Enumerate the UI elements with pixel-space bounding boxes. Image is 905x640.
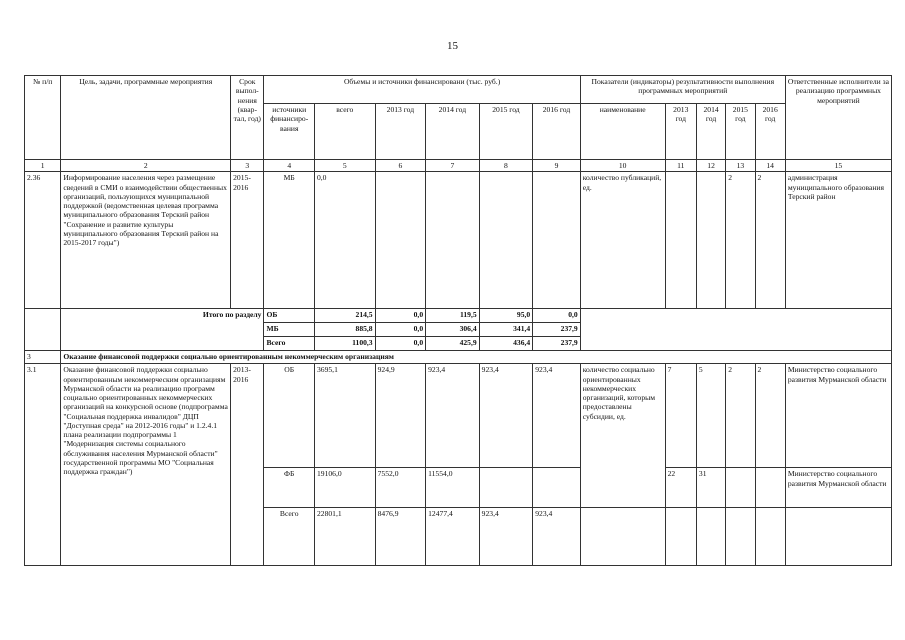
header-term: Срок выпол-нения (квар-тал, год)	[231, 76, 264, 160]
header-sources: источники финансиро-вания	[264, 104, 315, 160]
row-ind-2016	[755, 508, 785, 566]
row-source: ФБ	[264, 468, 315, 508]
section-number: 3	[25, 351, 61, 364]
total-2016: 0,0	[533, 309, 581, 323]
total-2016: 237,9	[533, 323, 581, 337]
total-source: ОБ	[264, 309, 315, 323]
row-ind-2013: 22	[665, 468, 696, 508]
total-2014: 425,9	[426, 337, 480, 351]
row-ind-2016	[755, 468, 785, 508]
table-row	[25, 364, 892, 468]
row-total: 3695,1	[314, 364, 375, 468]
column-number: 6	[375, 160, 426, 172]
row-total: 19106,0	[314, 468, 375, 508]
row-ind-2015	[726, 468, 755, 508]
total-source: МБ	[264, 323, 315, 337]
total-2014: 306,4	[426, 323, 480, 337]
program-table	[24, 75, 892, 566]
column-number: 9	[533, 160, 581, 172]
row-ind-2016: 2	[755, 172, 785, 309]
row-2016: 923,4	[533, 364, 581, 468]
row-2014: 12477,4	[426, 508, 480, 566]
row-2016	[533, 172, 581, 309]
header-2014: 2014 год	[426, 104, 480, 160]
section-title: Оказание финансовой поддержки социально ориентированным некоммерческим организациям	[61, 351, 892, 364]
row-2013	[375, 172, 426, 309]
row-2014	[426, 172, 480, 309]
header-responsible: Ответственные исполнители за реализацию программных мероприятий	[785, 76, 891, 160]
total-2014: 119,5	[426, 309, 480, 323]
row-ind-2015: 2	[726, 172, 755, 309]
row-total: 22801,1	[314, 508, 375, 566]
total-total: 1100,3	[314, 337, 375, 351]
total-2013: 0,0	[375, 309, 426, 323]
total-indicators-empty	[580, 309, 891, 351]
row-responsible: Министерство социального развития Мурманской области	[785, 364, 891, 468]
page-number: 15	[447, 40, 458, 52]
row-2014: 923,4	[426, 364, 480, 468]
header-2016: 2016 год	[533, 104, 581, 160]
row-2013: 7552,0	[375, 468, 426, 508]
column-number: 14	[755, 160, 785, 172]
row-indicator-name	[580, 508, 665, 566]
total-2015: 436,4	[479, 337, 533, 351]
row-ind-2015: 2	[726, 364, 755, 468]
column-number: 13	[726, 160, 755, 172]
header-ind-2013: 2013 год	[665, 104, 696, 160]
row-2016	[533, 468, 581, 508]
row-ind-2014: 31	[696, 468, 725, 508]
row-2015: 923,4	[479, 508, 533, 566]
row-source: МБ	[264, 172, 315, 309]
section-row	[25, 351, 892, 364]
header-indicators: Показатели (индикаторы) результативности выполнения программных мероприятий	[580, 76, 785, 104]
header-2013: 2013 год	[375, 104, 426, 160]
row-indicator-name: количество социально ориентированных некоммерческих организаций, которым предоставлены субсидии, ед.	[580, 364, 665, 508]
column-number: 3	[231, 160, 264, 172]
total-2013: 0,0	[375, 323, 426, 337]
row-2013: 924,9	[375, 364, 426, 468]
row-source: ОБ	[264, 364, 315, 468]
header-financing: Объемы и источники финансировани (тыс. руб.)	[264, 76, 580, 104]
row-term: 2015-2016	[231, 172, 264, 309]
row-goal: Информирование населения через размещение сведений в СМИ о взаимодействии общественных организаций, пользующихся муниципальной поддержкой (ведомственная целевая программа муниципального образования Терский район "Сохранение и развитие культуры муниципального образования Терский район на 2015-2017 годы")	[61, 172, 231, 309]
total-source: Всего	[264, 337, 315, 351]
row-2016: 923,4	[533, 508, 581, 566]
column-number: 8	[479, 160, 533, 172]
row-responsible: Министерство социального развития Мурманской области	[785, 468, 891, 508]
row-indicator-name: количество публикаций, ед.	[580, 172, 665, 309]
column-number: 15	[785, 160, 891, 172]
row-2013: 8476,9	[375, 508, 426, 566]
row-responsible	[785, 508, 891, 566]
row-2014: 11554,0	[426, 468, 480, 508]
row-source: Всего	[264, 508, 315, 566]
row-number: 2.36	[25, 172, 61, 309]
column-number: 7	[426, 160, 480, 172]
header-no: № п/п	[25, 76, 61, 160]
column-numbers-row	[25, 160, 892, 172]
header-total: всего	[314, 104, 375, 160]
row-term: 2013-2016	[231, 364, 264, 566]
section-total-label: Итого по разделу	[61, 309, 264, 351]
row-2015: 923,4	[479, 364, 533, 468]
header-2015: 2015 год	[479, 104, 533, 160]
row-responsible: администрация муниципального образования Терский район	[785, 172, 891, 309]
row-goal: Оказание финансовой поддержки социально ориентированным некоммерческим организациям Мурманской области на реализацию программ социально ориентированных некоммерческих организаций на конкурсной основе (подпрограмма "Социальная поддержка инвалидов" ДЦП "Доступная среда" на 2012-2016 годы" и 1.2.4.1 плана реализации подпрограммы 1 "Модернизация системы социального обслуживания населения Мурманской области" государственной программы МО "Социальная поддержка граждан")	[61, 364, 231, 566]
header-goal: Цель, задачи, программные мероприятия	[61, 76, 231, 160]
row-total: 0,0	[314, 172, 375, 309]
row-ind-2015	[726, 508, 755, 566]
total-2016: 237,9	[533, 337, 581, 351]
column-number: 10	[580, 160, 665, 172]
row-ind-2014: 5	[696, 364, 725, 468]
header-ind-2014: 2014 год	[696, 104, 725, 160]
column-number: 1	[25, 160, 61, 172]
total-2015: 341,4	[479, 323, 533, 337]
row-2015	[479, 468, 533, 508]
table-row	[25, 172, 892, 309]
column-number: 4	[264, 160, 315, 172]
column-number: 2	[61, 160, 231, 172]
column-number: 12	[696, 160, 725, 172]
row-ind-2013: 7	[665, 364, 696, 468]
row-ind-2013	[665, 508, 696, 566]
header-indicator-name: наименование	[580, 104, 665, 160]
row-number: 3.1	[25, 364, 61, 566]
section-total-row	[25, 309, 892, 323]
column-number: 11	[665, 160, 696, 172]
row-ind-2016: 2	[755, 364, 785, 468]
column-number: 5	[314, 160, 375, 172]
row-ind-2014	[696, 508, 725, 566]
total-total: 214,5	[314, 309, 375, 323]
total-empty	[25, 309, 61, 351]
header-ind-2016: 2016 год	[755, 104, 785, 160]
row-ind-2013	[665, 172, 696, 309]
total-2013: 0,0	[375, 337, 426, 351]
total-2015: 95,0	[479, 309, 533, 323]
header-ind-2015: 2015 год	[726, 104, 755, 160]
row-ind-2014	[696, 172, 725, 309]
total-total: 885,8	[314, 323, 375, 337]
row-2015	[479, 172, 533, 309]
